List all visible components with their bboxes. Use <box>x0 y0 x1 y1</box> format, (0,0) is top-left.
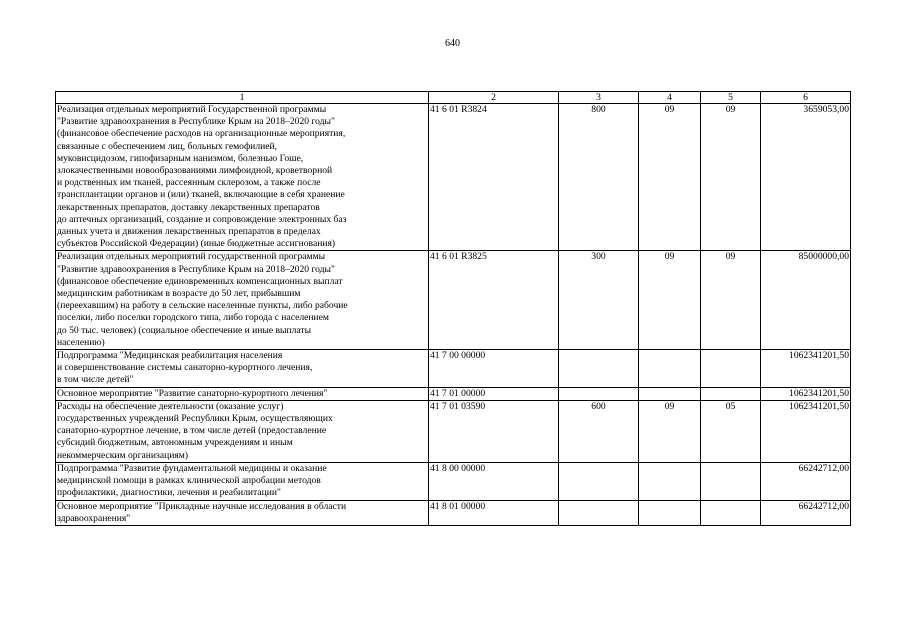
section-code: 09 <box>639 104 701 251</box>
column-number: 1 <box>56 92 429 104</box>
expense-type-code: 300 <box>559 251 639 350</box>
section-code: 09 <box>639 400 701 462</box>
budget-code: 41 8 00 00000 <box>429 462 559 500</box>
amount: 1062341201,50 <box>761 387 851 400</box>
subsection-code: 09 <box>701 251 761 350</box>
expense-type-code <box>559 350 639 388</box>
item-name: Реализация отдельных мероприятий государственной программы "Развитие здравоохранения в Республике Крым на 2018–2020 годы" (финансовое обеспечение единовременных компенсационных выплат медицинским работникам в возрасте до 50 лет, прибывшим (переехавшим) на работу в сельские населенные пункты, либо рабочие поселки, либо поселки городского типа, либо города с населением до 50 тыс. человек) (социальное обеспечение и иные выплаты населению) <box>56 251 429 350</box>
amount: 66242712,00 <box>761 500 851 525</box>
table-row <box>56 462 851 500</box>
budget-code: 41 7 01 03590 <box>429 400 559 462</box>
column-number: 4 <box>639 92 701 104</box>
section-code <box>639 462 701 500</box>
item-name: Основное мероприятие "Прикладные научные исследования в области здравоохранения" <box>56 500 429 525</box>
column-number: 3 <box>559 92 639 104</box>
amount: 85000000,00 <box>761 251 851 350</box>
column-number: 5 <box>701 92 761 104</box>
subsection-code <box>701 350 761 388</box>
expense-type-code <box>559 387 639 400</box>
section-code: 09 <box>639 251 701 350</box>
table-row <box>56 350 851 388</box>
expense-type-code: 800 <box>559 104 639 251</box>
budget-code: 41 7 00 00000 <box>429 350 559 388</box>
table-row <box>56 104 851 251</box>
table-row <box>56 500 851 525</box>
amount: 1062341201,50 <box>761 350 851 388</box>
expense-type-code <box>559 500 639 525</box>
expense-type-code: 600 <box>559 400 639 462</box>
item-name: Основное мероприятие "Развитие санаторно-курортного лечения" <box>56 387 429 400</box>
subsection-code: 05 <box>701 400 761 462</box>
column-number: 6 <box>761 92 851 104</box>
page-number: 640 <box>445 38 460 49</box>
table-row <box>56 251 851 350</box>
column-number: 2 <box>429 92 559 104</box>
subsection-code <box>701 500 761 525</box>
subsection-code <box>701 462 761 500</box>
expense-type-code <box>559 462 639 500</box>
item-name: Подпрограмма "Развитие фундаментальной медицины и оказание медицинской помощи в рамках клинической апробации методов профилактики, диагностики, лечения и реабилитации" <box>56 462 429 500</box>
subsection-code <box>701 387 761 400</box>
subsection-code: 09 <box>701 104 761 251</box>
budget-code: 41 7 01 00000 <box>429 387 559 400</box>
section-code <box>639 387 701 400</box>
table-row <box>56 387 851 400</box>
item-name: Подпрограмма "Медицинская реабилитация населения и совершенствование системы санаторно-курортного лечения, в том числе детей" <box>56 350 429 388</box>
budget-table <box>55 91 851 526</box>
amount: 1062341201,50 <box>761 400 851 462</box>
budget-code: 41 6 01 R3824 <box>429 104 559 251</box>
amount: 66242712,00 <box>761 462 851 500</box>
table-row <box>56 400 851 462</box>
section-code <box>639 500 701 525</box>
column-number-row <box>56 92 851 104</box>
amount: 3659053,00 <box>761 104 851 251</box>
item-name: Реализация отдельных мероприятий Государственной программы "Развитие здравоохранения в Республике Крым на 2018–2020 годы" (финансовое обеспечение расходов на организационные мероприятия, связанные с обеспечением лиц, больных гемофилией, муковисцидозом, гипофизарным нанизмом, болезнью Гоше, злокачественными новообразованиями лимфоидной, кроветворной и родственных им тканей, рассеянным склерозом, а также после трансплантации органов и (или) тканей, включающие в себя хранение лекарственных препаратов, доставку лекарственных препаратов до аптечных организаций, создание и сопровождение электронных баз данных учета и движения лекарственных препаратов в пределах субъектов Российской Федерации) (иные бюджетные ассигнования) <box>56 104 429 251</box>
budget-code: 41 6 01 R3825 <box>429 251 559 350</box>
budget-code: 41 8 01 00000 <box>429 500 559 525</box>
item-name: Расходы на обеспечение деятельности (оказание услуг) государственных учреждений Республики Крым, осуществляющих санаторно-курортное лечение, в том числе детей (предоставление субсидий бюджетным, автономным учреждениям и иным некоммерческим организациям) <box>56 400 429 462</box>
section-code <box>639 350 701 388</box>
